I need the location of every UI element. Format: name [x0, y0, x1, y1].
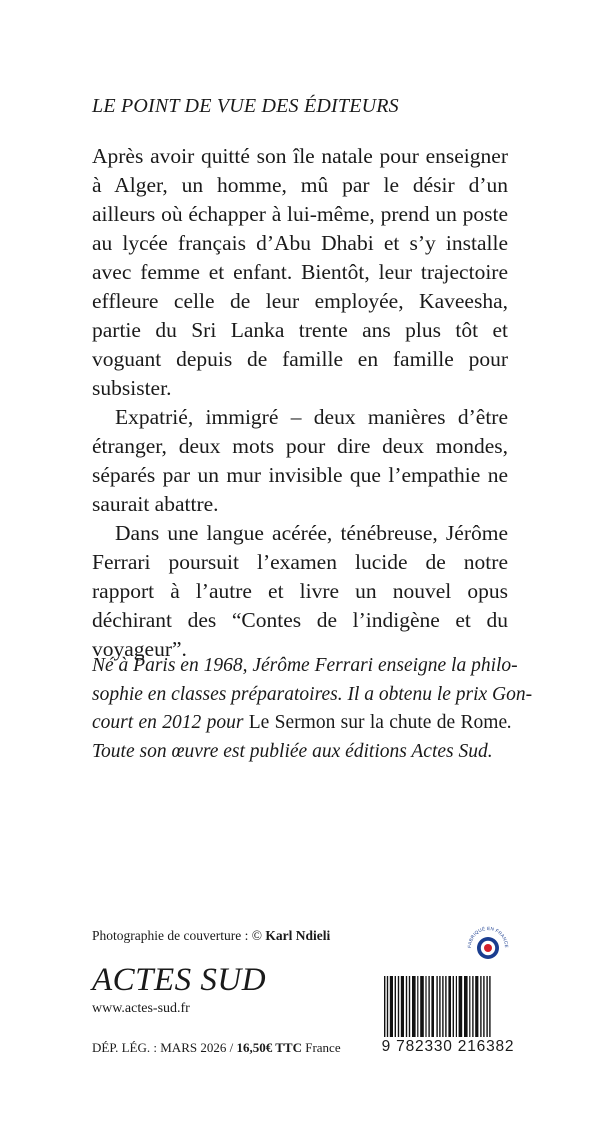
barcode-bars-icon [378, 976, 520, 1046]
bio-line-1: Né à Paris en 1968, Jérôme Ferrari enseigne la philo- [92, 655, 518, 676]
barcode-bar [395, 976, 396, 1038]
barcode-bar [486, 976, 487, 1046]
barcode-bar [384, 976, 385, 1046]
fabrique-label: FABRIQUÉ EN FRANCE [466, 925, 510, 948]
barcode-bar [445, 976, 446, 1038]
bio-line-3-post: . [507, 712, 512, 733]
barcode-bar [480, 976, 481, 1038]
bio-line-4: Toute son œuvre est publiée aux éditions Actes Sud. [92, 740, 493, 762]
fabrique-roundel-icon [463, 922, 513, 972]
barcode-bar [456, 976, 457, 1038]
blurb-heading: LE POINT DE VUE DES ÉDITEURS [92, 95, 399, 117]
blurb-paragraph-1: Après avoir quitté son île natale pour enseigner à Alger, un homme, mû par le désir d’un ailleurs où échapper à lui-même, prend un poste au lycée français d’Abu Dhabi et s’y installe avec femme et enfant. Bientôt, leur trajectoire effleure celle de leur employée, Kaveesha, partie du Sri Lanka trente ans plus tôt et voguant depuis de famille en famille pour subsister. [92, 144, 508, 400]
blurb-paragraph-3: Dans une langue acérée, ténébreuse, Jérôme Ferrari poursuit l’examen lucide de notre rapport à l’autre et livre un nouvel opus déchirant des “Contes de l’indigène et du voyageur”. [92, 521, 508, 661]
blurb-paragraph-2: Expatrié, immigré – deux manières d’être étranger, deux mots pour dire deux mondes, séparés par un mur invisible que l’empathie ne saurait abattre. [92, 405, 508, 516]
barcode-bar [464, 976, 468, 1038]
publisher-website: www.actes-sud.fr [92, 1001, 190, 1016]
barcode-bar [406, 976, 407, 1038]
book-title: Le Sermon sur la chute de Rome [248, 712, 508, 733]
barcode-bar [459, 976, 463, 1038]
blurb-text [92, 142, 508, 664]
barcode-bar [428, 976, 429, 1038]
photo-credit-label: Photographie de couverture : © [92, 928, 266, 943]
isbn-digits: 9 782330 216382 [372, 1037, 524, 1056]
barcode-bar [420, 976, 424, 1038]
barcode-bar [442, 976, 443, 1038]
barcode-bar [425, 976, 426, 1038]
price: 16,50€ TTC [236, 1040, 302, 1055]
bio-line-3 [92, 709, 512, 738]
fabrique-en-france-badge [463, 922, 513, 972]
barcode-bar [472, 976, 473, 1038]
photo-credit [92, 928, 330, 944]
publisher-logo: ACTES SUD [92, 962, 267, 998]
barcode-bar [489, 976, 490, 1046]
barcode-bar [483, 976, 484, 1038]
barcode-bar [469, 976, 470, 1038]
barcode-bar [401, 976, 404, 1038]
barcode-bar [417, 976, 418, 1038]
legal-deposit [92, 1040, 341, 1056]
barcode-bar [448, 976, 451, 1038]
barcode-bar [431, 976, 434, 1038]
barcode-bar [387, 976, 388, 1046]
barcode-bar [412, 976, 416, 1038]
bio-line-2: sophie en classes préparatoires. Il a obtenu le prix Gon- [92, 683, 533, 705]
barcode-bar [398, 976, 399, 1038]
barcode-bar [453, 976, 454, 1038]
legal-deposit-date: DÉP. LÉG. : MARS 2026 / [92, 1040, 237, 1055]
price-region: France [301, 1040, 341, 1055]
bio-line-3-pre: court en 2012 pour [92, 712, 249, 733]
barcode-bar [436, 976, 437, 1046]
barcode-bar [475, 976, 478, 1038]
barcode-bar [390, 976, 393, 1038]
photographer-name: Karl Ndieli [265, 928, 331, 943]
author-bio [92, 652, 533, 766]
barcode-bar [439, 976, 440, 1046]
barcode-bar [409, 976, 410, 1038]
